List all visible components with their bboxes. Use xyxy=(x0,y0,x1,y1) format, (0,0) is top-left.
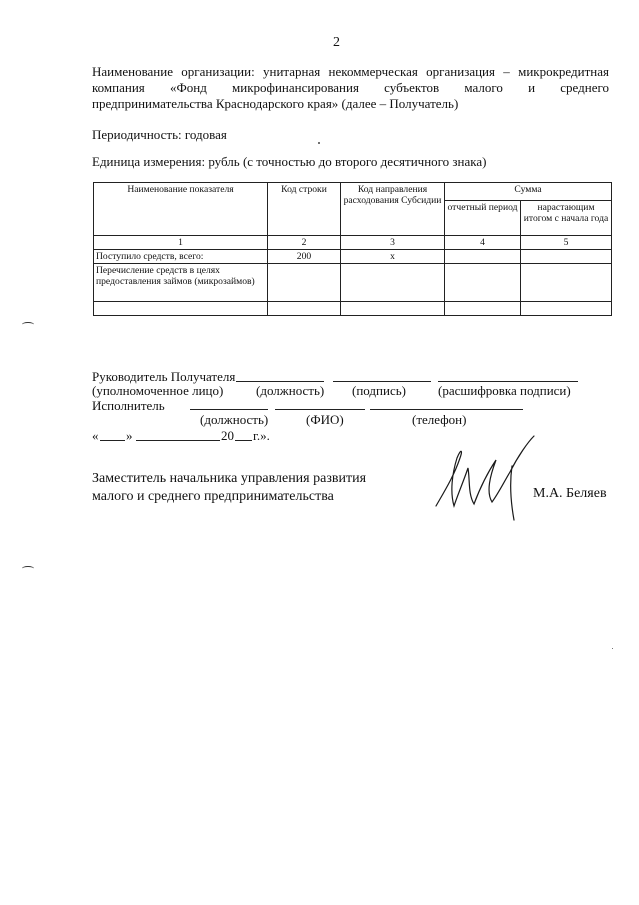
phone-caption: (телефон) xyxy=(412,412,467,427)
date-year-line xyxy=(235,440,252,441)
signatory-name: М.А. Беляев xyxy=(533,486,607,501)
header-sum: Сумма xyxy=(445,183,612,201)
executor-phone-line xyxy=(370,409,523,410)
footer-title-line-1: Заместитель начальника управления развития xyxy=(92,471,367,486)
org-line-3: предпринимательства Краснодарского края» (далее – Получатель) xyxy=(92,96,459,111)
header-indicator: Наименование показателя xyxy=(94,183,268,236)
table-cell xyxy=(341,264,445,302)
column-number: 1 xyxy=(94,236,268,250)
table-cell xyxy=(445,264,521,302)
unit-of-measure: Единица измерения: рубль (с точностью до второго десятичного знака) xyxy=(92,154,487,169)
table-cell xyxy=(94,302,268,316)
header-line-code: Код строки xyxy=(268,183,341,236)
page-number: 2 xyxy=(333,35,340,50)
scan-mark xyxy=(22,322,34,327)
decoding-caption: (расшифровка подписи) xyxy=(438,383,571,398)
table-row xyxy=(94,250,612,264)
periodicity: Периодичность: годовая xyxy=(92,127,227,142)
date-month-line xyxy=(136,440,220,441)
executor-position-line xyxy=(190,409,268,410)
table-cell xyxy=(268,264,341,302)
table-row xyxy=(94,302,612,316)
signature-caption: (подпись) xyxy=(352,383,406,398)
date-day-line xyxy=(100,440,125,441)
table-cell: 200 xyxy=(268,250,341,264)
scan-dot xyxy=(612,648,613,649)
column-number: 5 xyxy=(521,236,612,250)
table-cell: x xyxy=(341,250,445,264)
scan-mark xyxy=(22,566,34,571)
report-table xyxy=(93,182,612,316)
date-open-quote: « xyxy=(92,428,99,443)
table-cell xyxy=(445,250,521,264)
executor-fio-line xyxy=(275,409,365,410)
footer-title-line-2: малого и среднего предпринимательства xyxy=(92,489,334,504)
column-number: 4 xyxy=(445,236,521,250)
scan-dot xyxy=(318,142,320,144)
table-cell xyxy=(521,302,612,316)
table-cell xyxy=(341,302,445,316)
signature-line xyxy=(333,381,431,382)
executor-label: Исполнитель xyxy=(92,398,165,413)
position-line xyxy=(236,381,324,382)
header-cumulative: нарастающим итогом с начала года xyxy=(521,201,612,236)
table-cell xyxy=(521,264,612,302)
handwritten-signature xyxy=(430,432,540,524)
column-number: 2 xyxy=(268,236,341,250)
year-suffix: г.». xyxy=(253,428,270,443)
header-reporting-period: отчетный период xyxy=(445,201,521,236)
date-close-quote: » xyxy=(126,428,133,443)
year-prefix: 20 xyxy=(221,428,234,443)
column-number: 3 xyxy=(341,236,445,250)
table-cell: Перечисление средств в целях предоставления займов (микрозаймов) xyxy=(94,264,268,302)
executor-position-caption: (должность) xyxy=(200,412,269,427)
org-line-2: компания «Фонд микрофинансирования субъектов малого и среднего xyxy=(92,80,609,95)
table-cell xyxy=(268,302,341,316)
table-cell xyxy=(521,250,612,264)
head-label: Руководитель Получателя xyxy=(92,369,236,384)
table-row xyxy=(94,264,612,302)
authorized-person-caption: (уполномоченное лицо) xyxy=(92,383,224,398)
table-cell: Поступило средств, всего: xyxy=(94,250,268,264)
header-direction-code: Код направления расходования Субсидии xyxy=(341,183,445,236)
table-cell xyxy=(445,302,521,316)
org-line-1: Наименование организации: унитарная некоммерческая организация – микрокредитная xyxy=(92,64,609,79)
fio-caption: (ФИО) xyxy=(306,412,344,427)
decoding-line xyxy=(438,381,578,382)
position-caption: (должность) xyxy=(256,383,325,398)
